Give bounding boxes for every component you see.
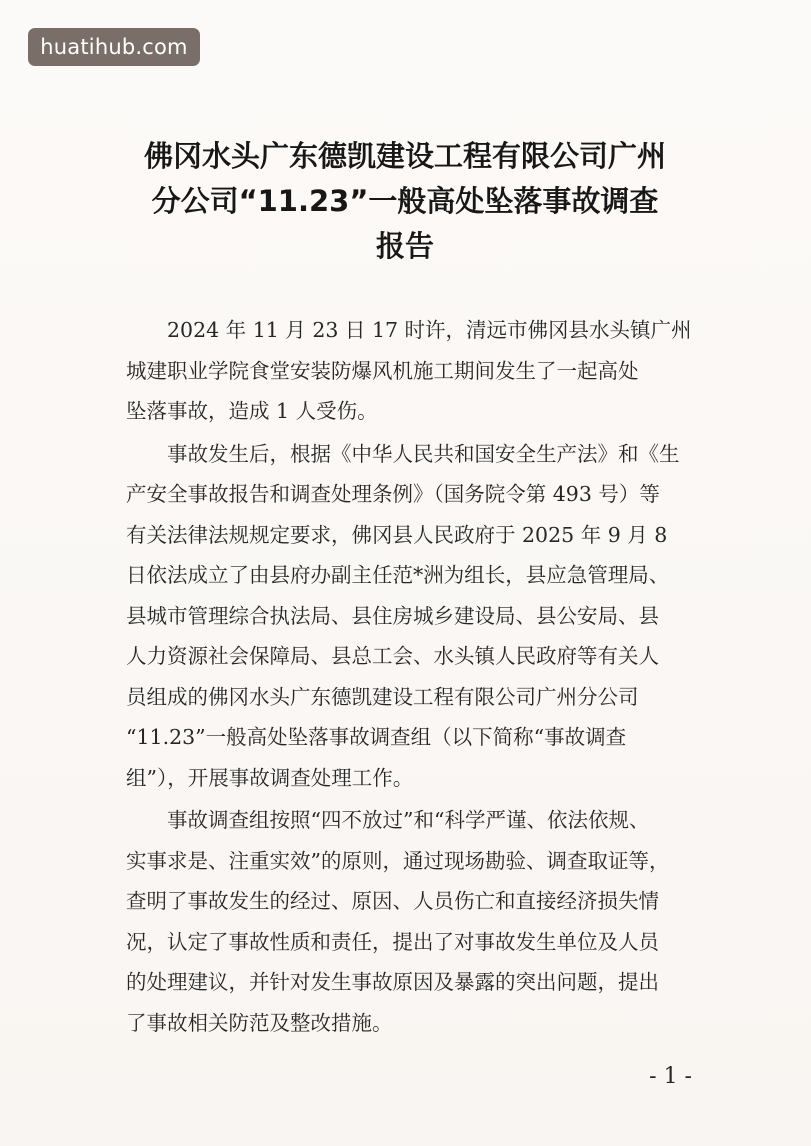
paragraph-investigation-team (126, 434, 691, 799)
text-line: 坠落事故，造成 1 人受伤。 (126, 399, 378, 423)
document-title (110, 134, 700, 269)
text-line: 员组成的佛冈水头广东德凯建设工程有限公司广州分公司 (126, 684, 639, 709)
page-number: - 1 - (649, 1064, 692, 1089)
title-line: 佛冈水头广东德凯建设工程有限公司广州 (143, 139, 666, 173)
text-line: 的处理建议，并针对发生事故原因及暴露的突出问题，提出 (126, 970, 659, 994)
document-body (126, 310, 691, 1045)
text-line: 实事求是、注重实效”的原则，通过现场勘验、调查取证等， (126, 848, 670, 873)
title-line: 分公司“11.23”一般高处坠落事故调查 (151, 184, 659, 218)
title-line: 报告 (375, 229, 434, 263)
text-line: 人力资源社会保障局、县总工会、水头镇人民政府等有关人 (126, 644, 659, 668)
text-line: 产安全事故报告和调查处理条例》（国务院令第 493 号）等 (126, 482, 660, 506)
text-line: 了事故相关防范及整改措施。 (126, 1010, 393, 1035)
text-line: 有关法律法规规定要求，佛冈县人民政府于 2025 年 9 月 8 (126, 522, 668, 547)
text-line: 查明了事故发生的经过、原因、人员伤亡和直接经济损失情 (126, 889, 659, 913)
text-line: 事故调查组按照“四不放过”和“科学严谨、依法依规、 (167, 808, 650, 832)
text-line: 事故发生后，根据《中华人民共和国安全生产法》和《生 (167, 441, 680, 466)
paragraph-incident-summary (126, 310, 691, 432)
text-line: 况，认定了事故性质和责任，提出了对事故发生单位及人员 (126, 929, 659, 954)
paragraph-investigation-principles (126, 800, 691, 1043)
text-line: 县城市管理综合执法局、县住房城乡建设局、县公安局、县 (126, 603, 659, 628)
watermark-logo: huatihub.com (28, 28, 200, 66)
text-line: 2024 年 11 月 23 日 17 时许，清远市佛冈县水头镇广州 (167, 318, 692, 342)
text-line: 日依法成立了由县府办副主任范*洲为组长，县应急管理局、 (126, 563, 670, 587)
text-line: “11.23”一般高处坠落事故调查组（以下简称“事故调查 (126, 725, 627, 749)
text-line: 组”），开展事故调查处理工作。 (126, 765, 414, 790)
text-line: 城建职业学院食堂安装防爆风机施工期间发生了一起高处 (126, 358, 639, 383)
